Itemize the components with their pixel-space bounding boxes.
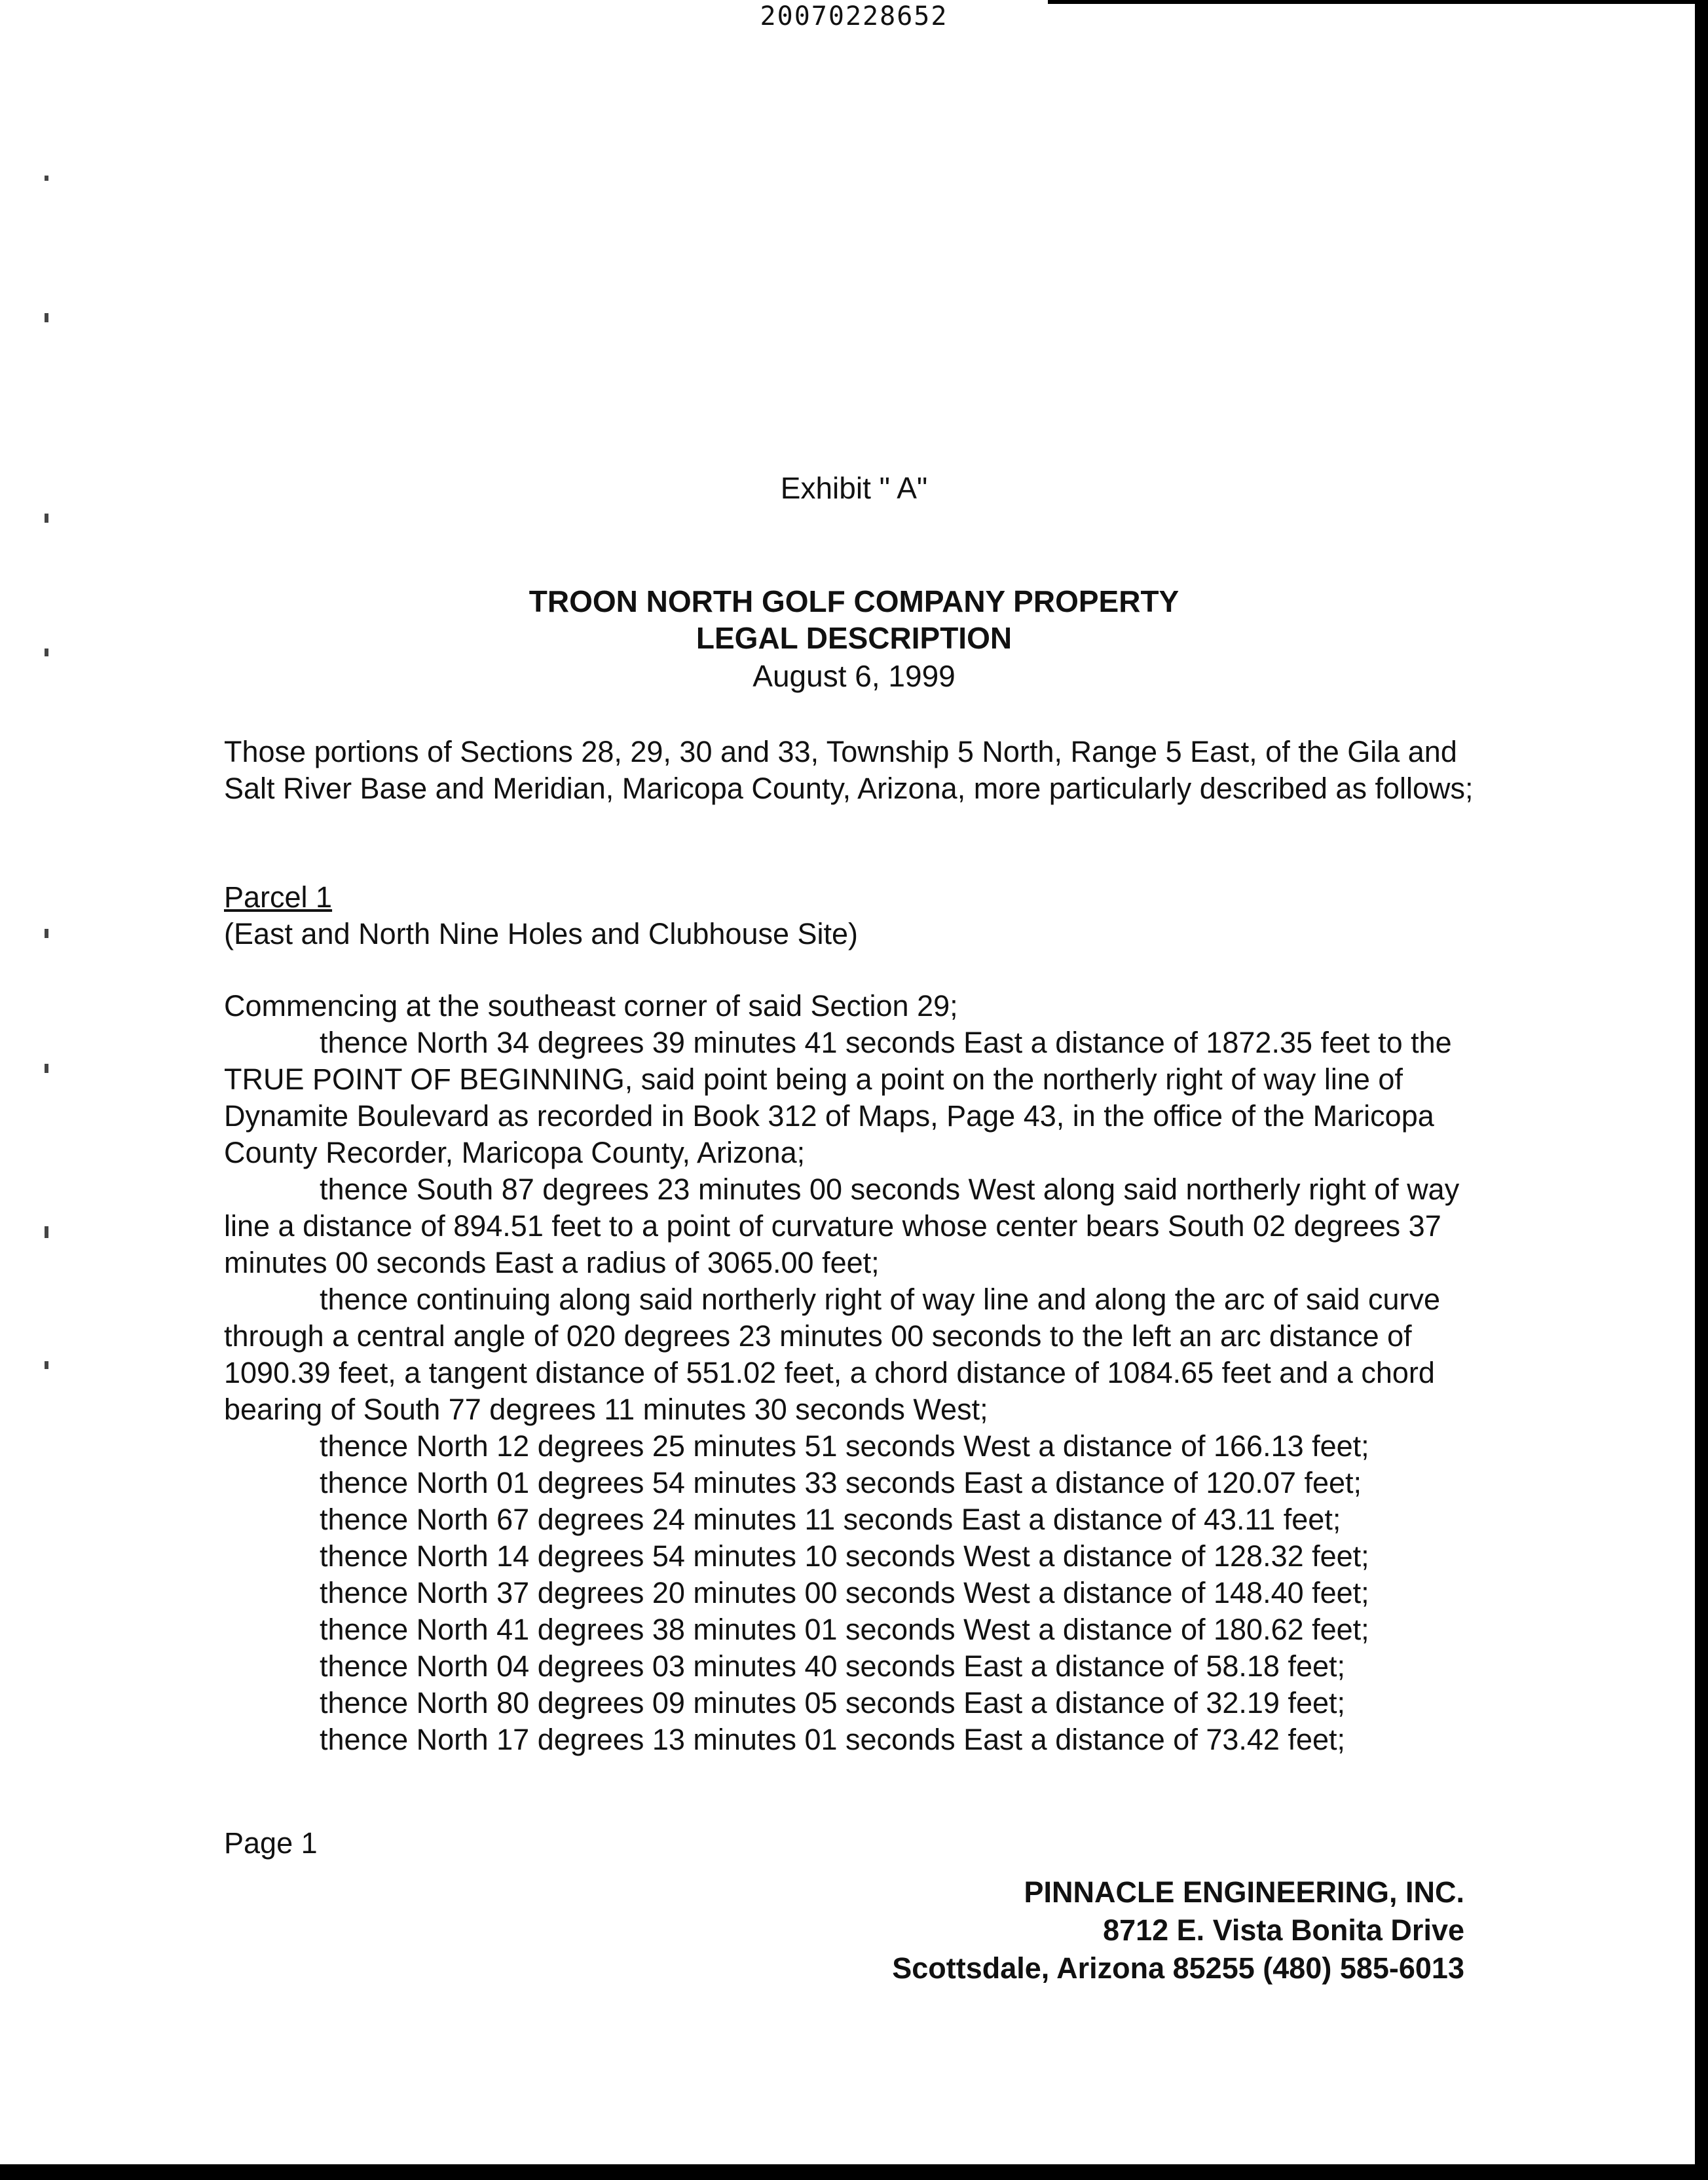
course-line: thence North 01 degrees 54 minutes 33 seconds East a distance of 120.07 feet; xyxy=(320,1466,1362,1499)
course-line: thence North 17 degrees 13 minutes 01 seconds East a distance of 73.42 feet; xyxy=(320,1723,1346,1756)
course-line: thence North 34 degrees 39 minutes 41 seconds East a distance of 1872.35 feet to the TRUE POINT OF BEGINNING, said point being a point on the northerly right of way line of Dynamite Boulevard as recorded in Book 312 of Maps, Page 43, in the office of the Maricopa County Recorder, Maricopa County, Arizona; xyxy=(224,1026,1452,1169)
company-name: PINNACLE ENGINEERING, INC. xyxy=(1024,1875,1464,1909)
binder-mark xyxy=(45,929,48,938)
course-line: thence North 04 degrees 03 minutes 40 seconds East a distance of 58.18 feet; xyxy=(320,1649,1346,1683)
company-city-phone: Scottsdale, Arizona 85255 (480) 585-6013 xyxy=(892,1951,1464,1985)
binder-mark xyxy=(45,1226,48,1238)
page-number: Page 1 xyxy=(224,1826,318,1860)
title-line-1: TROON NORTH GOLF COMPANY PROPERTY xyxy=(529,584,1179,618)
binder-mark xyxy=(45,1361,48,1369)
intro-text: Those portions of Sections 28, 29, 30 and 33, Township 5 North, Range 5 East, of the Gila and Salt River Base and Meridian, Maricopa County, Arizona, more particularly described as follows; xyxy=(224,735,1474,805)
binder-mark xyxy=(45,514,48,523)
binder-mark xyxy=(45,313,48,322)
course-line: thence North 41 degrees 38 minutes 01 seconds West a distance of 180.62 feet; xyxy=(320,1613,1369,1646)
footer-block xyxy=(892,1873,1464,1987)
parcel-subheading: (East and North Nine Holes and Clubhouse Site) xyxy=(224,917,859,950)
course-line: thence North 12 degrees 25 minutes 51 seconds West a distance of 166.13 feet; xyxy=(320,1429,1369,1463)
scan-border-right xyxy=(1695,0,1708,2180)
parcel-heading: Parcel 1 xyxy=(224,880,333,914)
course-line: thence North 80 degrees 09 minutes 05 seconds East a distance of 32.19 feet; xyxy=(320,1686,1346,1720)
commencing-line: Commencing at the southeast corner of said Section 29; xyxy=(224,989,958,1023)
document-number: 20070228652 xyxy=(760,1,948,31)
courses-section xyxy=(224,988,1481,1758)
course-line: thence South 87 degrees 23 minutes 00 seconds West along said northerly right of way line a distance of 894.51 feet to a point of curvature whose center bears South 02 degrees 37 minutes 00 seconds East a radius of 3065.00 feet; xyxy=(224,1173,1460,1279)
company-address: 8712 E. Vista Bonita Drive xyxy=(1103,1913,1464,1947)
course-line: thence North 14 degrees 54 minutes 10 seconds West a distance of 128.32 feet; xyxy=(320,1539,1369,1573)
document-date: August 6, 1999 xyxy=(752,659,956,693)
binder-mark xyxy=(45,1064,48,1073)
course-line: thence North 67 degrees 24 minutes 11 seconds East a distance of 43.11 feet; xyxy=(320,1503,1341,1536)
intro-paragraph xyxy=(224,734,1481,807)
course-line: thence continuing along said northerly right of way line and along the arc of said curve through a central angle of 020 degrees 23 minutes 00 seconds to the left an arc distance of 1090.39 feet, a tangent distance of 551.02 feet, a chord distance of 1084.65 feet and a chord bearing of South 77 degrees 11 minutes 30 seconds West; xyxy=(224,1283,1441,1426)
title-line-2: LEGAL DESCRIPTION xyxy=(696,621,1012,655)
scan-border-bottom xyxy=(0,2164,1708,2180)
binder-mark xyxy=(45,176,48,181)
exhibit-label: Exhibit " A" xyxy=(780,471,928,505)
course-line: thence North 37 degrees 20 minutes 00 seconds West a distance of 148.40 feet; xyxy=(320,1576,1369,1609)
title-block xyxy=(0,583,1708,696)
